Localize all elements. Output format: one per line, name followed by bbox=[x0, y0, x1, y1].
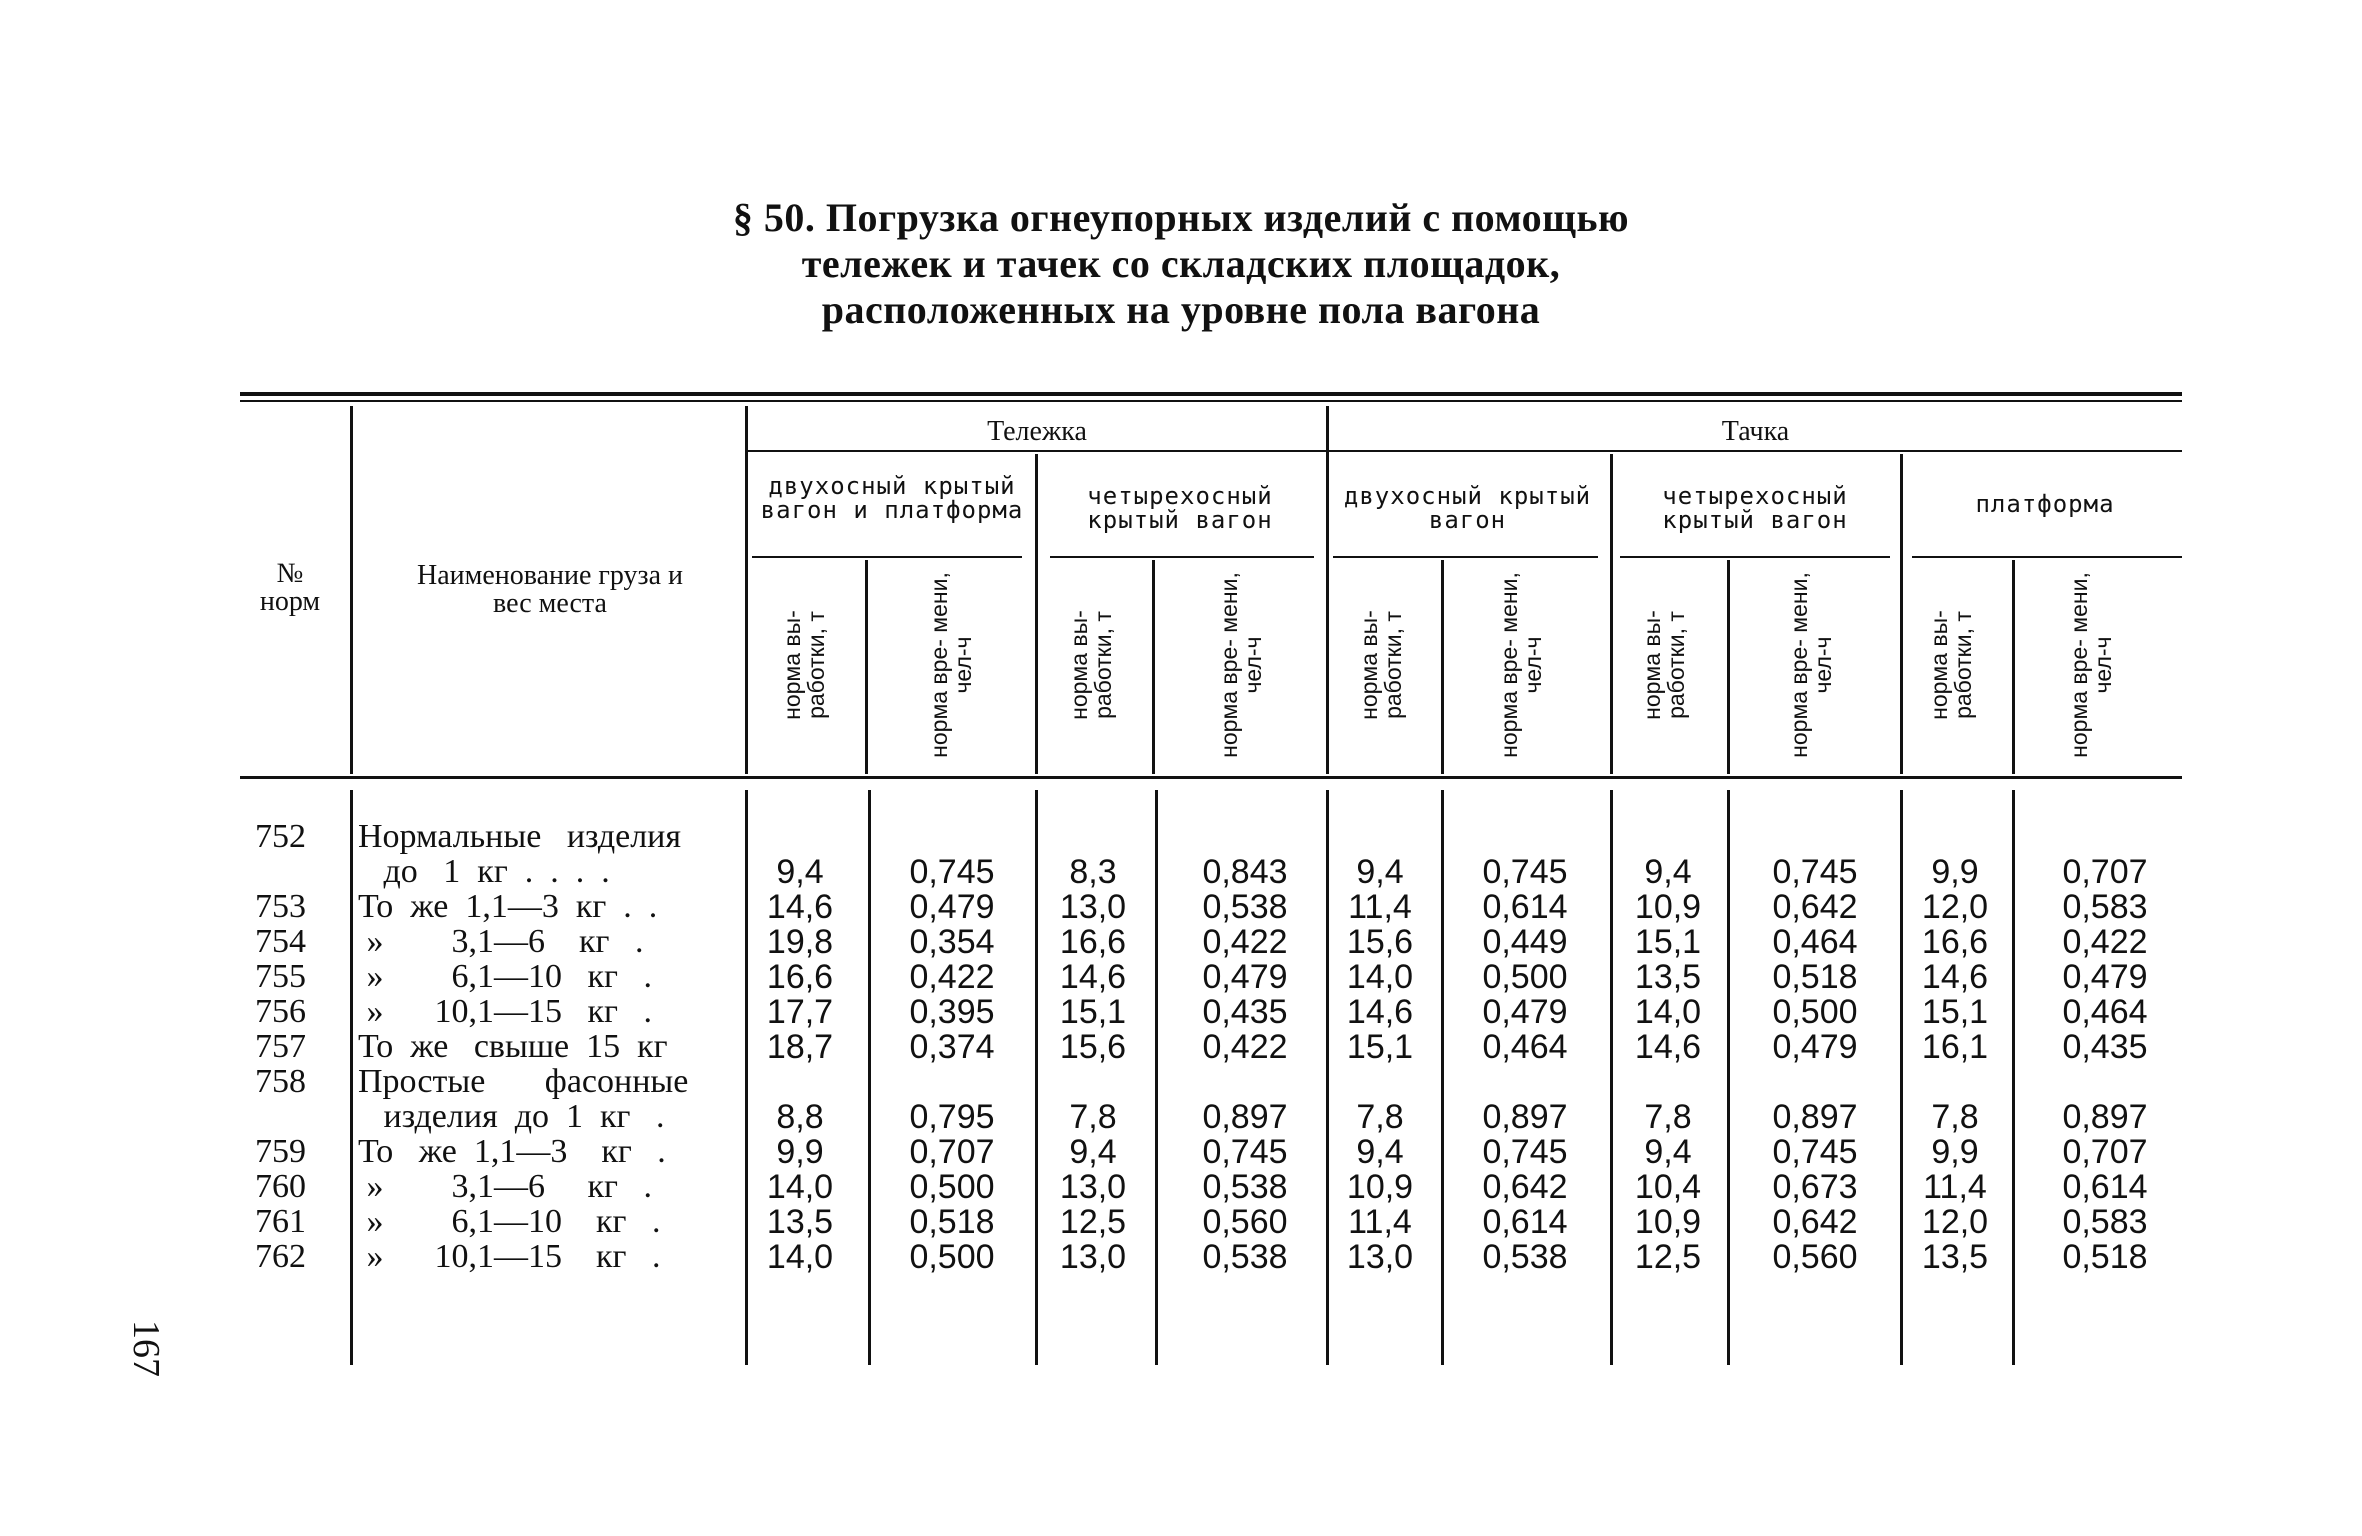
norm-output-value: 9,9 bbox=[1931, 853, 1979, 891]
norm-time-value: 0,538 bbox=[1202, 888, 1288, 926]
subheader-label: платформа bbox=[1975, 490, 2115, 518]
sub-rule bbox=[752, 556, 1022, 558]
norm-time-value: 0,435 bbox=[2062, 1028, 2148, 1066]
subheader-barrow-4axle bbox=[1615, 484, 1895, 532]
header-bottom-rule bbox=[240, 776, 2182, 779]
table-top-rule bbox=[240, 392, 2182, 396]
norm-output-value: 15,1 bbox=[1346, 1028, 1414, 1066]
norm-time-value: 0,745 bbox=[1202, 1133, 1288, 1171]
norm-time-value: 0,479 bbox=[909, 888, 995, 926]
norm-time-value: 0,500 bbox=[909, 1238, 995, 1276]
row-number: 762 bbox=[255, 1238, 306, 1275]
norm-output-value: 8,3 bbox=[1069, 853, 1117, 891]
header-divider bbox=[1441, 560, 1444, 774]
norm-time-value: 0,614 bbox=[2062, 1168, 2148, 1206]
norm-output-value: 11,4 bbox=[1348, 1203, 1412, 1241]
sub-rule bbox=[1333, 556, 1598, 558]
header-divider bbox=[2012, 560, 2015, 774]
norm-output-value: 13,0 bbox=[1346, 1238, 1414, 1276]
title-line-2: тележек и тачек со складских площадок, bbox=[801, 241, 1561, 286]
norm-time-value: 0,642 bbox=[1772, 888, 1858, 926]
norm-time-value: 0,843 bbox=[1202, 853, 1288, 891]
norm-output-value: 11,4 bbox=[1923, 1168, 1987, 1206]
norm-time-value: 0,464 bbox=[2062, 993, 2148, 1031]
body-divider bbox=[1155, 790, 1158, 1365]
row-name: » 10,1—15 кг . bbox=[358, 1238, 661, 1275]
norm-time-value: 0,614 bbox=[1482, 1203, 1568, 1241]
norm-output-header: норма вы- работки, т bbox=[1926, 610, 1976, 720]
header-divider bbox=[1610, 454, 1613, 774]
row-name: Простые фасонные bbox=[358, 1063, 689, 1100]
row-name: Нормальные изделия bbox=[358, 818, 682, 855]
norm-output-value: 13,0 bbox=[1059, 1168, 1127, 1206]
norm-output-value: 13,0 bbox=[1059, 1238, 1127, 1276]
group-rule-trolley bbox=[748, 450, 1326, 452]
norm-time-value: 0,745 bbox=[1772, 853, 1858, 891]
norm-output-value: 10,4 bbox=[1634, 1168, 1702, 1206]
row-number: 755 bbox=[255, 958, 306, 995]
norm-output-header: норма вы- работки, т bbox=[1639, 610, 1689, 720]
sub-rule bbox=[1620, 556, 1890, 558]
norm-output-value: 9,4 bbox=[1644, 853, 1692, 891]
norm-output-value: 12,5 bbox=[1634, 1238, 1702, 1276]
norm-output-value: 10,9 bbox=[1346, 1168, 1414, 1206]
norm-output-value: 15,1 bbox=[1921, 993, 1989, 1031]
row-name-continued: изделия до 1 кг . bbox=[358, 1098, 665, 1135]
norm-time-value: 0,422 bbox=[2062, 923, 2148, 961]
norm-time-value: 0,449 bbox=[1482, 923, 1568, 961]
header-divider bbox=[865, 560, 868, 774]
norm-time-header: норма вре- мени, чел-ч bbox=[926, 572, 976, 758]
norm-time-value: 0,538 bbox=[1202, 1238, 1288, 1276]
group-rule-barrow bbox=[1329, 450, 2182, 452]
norm-time-value: 0,673 bbox=[1772, 1168, 1858, 1206]
norm-time-header: норма вре- мени, чел-ч bbox=[1496, 572, 1546, 758]
norm-time-value: 0,422 bbox=[909, 958, 995, 996]
norm-output-value: 10,9 bbox=[1634, 1203, 1702, 1241]
norm-output-value: 12,0 bbox=[1921, 1203, 1989, 1241]
norm-output-value: 8,8 bbox=[776, 1098, 824, 1136]
norm-time-value: 0,422 bbox=[1202, 923, 1288, 961]
subheader-label: четырехосный крытый вагон bbox=[1087, 482, 1273, 534]
subheader-barrow-platform bbox=[1905, 492, 2185, 516]
norm-output-value: 19,8 bbox=[766, 923, 834, 961]
norm-time-value: 0,745 bbox=[909, 853, 995, 891]
row-number: 759 bbox=[255, 1133, 306, 1170]
body-divider bbox=[868, 790, 871, 1365]
norm-output-value: 14,6 bbox=[766, 888, 834, 926]
norm-output-value: 14,0 bbox=[766, 1238, 834, 1276]
norm-time-value: 0,395 bbox=[909, 993, 995, 1031]
norm-time-value: 0,479 bbox=[1482, 993, 1568, 1031]
norm-time-value: 0,745 bbox=[1772, 1133, 1858, 1171]
row-number: 757 bbox=[255, 1028, 306, 1065]
header-divider bbox=[1900, 454, 1903, 774]
column-name-label: Наименование груза и вес места bbox=[416, 560, 684, 619]
header-divider bbox=[350, 406, 353, 774]
group-label-trolley: Тележка bbox=[987, 416, 1087, 447]
norm-output-value: 14,6 bbox=[1059, 958, 1127, 996]
norm-output-header: норма вы- работки, т bbox=[1066, 610, 1116, 720]
norm-time-value: 0,642 bbox=[1482, 1168, 1568, 1206]
row-name: » 6,1—10 кг . bbox=[358, 958, 652, 995]
header-divider bbox=[1152, 560, 1155, 774]
row-number: 753 bbox=[255, 888, 306, 925]
norm-time-value: 0,374 bbox=[909, 1028, 995, 1066]
norm-time-value: 0,518 bbox=[2062, 1238, 2148, 1276]
subheader-label: четырехосный крытый вагон bbox=[1662, 482, 1848, 534]
sub-rule bbox=[1050, 556, 1314, 558]
row-name: То же свыше 15 кг bbox=[358, 1028, 668, 1065]
row-name: » 3,1—6 кг . bbox=[358, 1168, 652, 1205]
norm-output-value: 9,9 bbox=[1931, 1133, 1979, 1171]
norm-time-value: 0,897 bbox=[1772, 1098, 1858, 1136]
norm-output-value: 9,4 bbox=[1069, 1133, 1117, 1171]
norm-output-value: 13,5 bbox=[766, 1203, 834, 1241]
norm-output-header: норма вы- работки, т bbox=[1356, 610, 1406, 720]
norm-time-value: 0,500 bbox=[1482, 958, 1568, 996]
body-divider bbox=[1441, 790, 1444, 1365]
norm-output-value: 9,9 bbox=[776, 1133, 824, 1171]
norm-output-value: 15,6 bbox=[1346, 923, 1414, 961]
subheader-label: двухосный крытый вагон bbox=[1343, 482, 1592, 534]
norm-output-value: 15,6 bbox=[1059, 1028, 1127, 1066]
norm-output-value: 14,0 bbox=[766, 1168, 834, 1206]
row-number: 760 bbox=[255, 1168, 306, 1205]
row-number: 758 bbox=[255, 1063, 306, 1100]
norm-time-value: 0,500 bbox=[1772, 993, 1858, 1031]
norm-time-value: 0,518 bbox=[909, 1203, 995, 1241]
row-name: » 10,1—15 кг . bbox=[358, 993, 652, 1030]
norm-time-value: 0,707 bbox=[2062, 853, 2148, 891]
norm-time-header: норма вре- мени, чел-ч bbox=[2066, 572, 2116, 758]
norm-output-value: 9,4 bbox=[1644, 1133, 1692, 1171]
norm-time-value: 0,583 bbox=[2062, 1203, 2148, 1241]
norm-time-value: 0,479 bbox=[1772, 1028, 1858, 1066]
body-divider bbox=[350, 790, 353, 1365]
norm-time-value: 0,614 bbox=[1482, 888, 1568, 926]
header-divider bbox=[1326, 406, 1329, 774]
group-header-barrow bbox=[1329, 418, 2182, 446]
row-name: То же 1,1—3 кг . bbox=[358, 1133, 666, 1170]
norm-output-value: 12,0 bbox=[1921, 888, 1989, 926]
norm-output-value: 14,0 bbox=[1346, 958, 1414, 996]
norm-time-value: 0,354 bbox=[909, 923, 995, 961]
title-line-3: расположенных на уровне пола вагона bbox=[821, 287, 1541, 332]
norm-output-value: 13,0 bbox=[1059, 888, 1127, 926]
norm-output-value: 14,0 bbox=[1634, 993, 1702, 1031]
row-name: » 6,1—10 кг . bbox=[358, 1203, 661, 1240]
norm-time-value: 0,707 bbox=[909, 1133, 995, 1171]
norm-time-value: 0,518 bbox=[1772, 958, 1858, 996]
norm-time-value: 0,642 bbox=[1772, 1203, 1858, 1241]
row-number: 756 bbox=[255, 993, 306, 1030]
norm-output-value: 9,4 bbox=[1356, 1133, 1404, 1171]
norm-output-value: 7,8 bbox=[1356, 1098, 1404, 1136]
norm-time-value: 0,707 bbox=[2062, 1133, 2148, 1171]
norm-time-value: 0,464 bbox=[1482, 1028, 1568, 1066]
sub-rule bbox=[1912, 556, 2182, 558]
section-title bbox=[0, 195, 2362, 333]
norm-time-value: 0,422 bbox=[1202, 1028, 1288, 1066]
group-label-barrow: Тачка bbox=[1721, 416, 1790, 447]
row-name: » 3,1—6 кг . bbox=[358, 923, 644, 960]
norm-time-header: норма вре- мени, чел-ч bbox=[1216, 572, 1266, 758]
norm-output-value: 12,5 bbox=[1059, 1203, 1127, 1241]
subheader-trolley-4axle bbox=[1045, 484, 1315, 532]
norm-output-value: 14,6 bbox=[1346, 993, 1414, 1031]
norm-time-value: 0,583 bbox=[2062, 888, 2148, 926]
norm-output-value: 15,1 bbox=[1059, 993, 1127, 1031]
norm-output-value: 16,6 bbox=[1921, 923, 1989, 961]
norm-time-value: 0,479 bbox=[1202, 958, 1288, 996]
column-name-header bbox=[400, 562, 700, 618]
row-number: 754 bbox=[255, 923, 306, 960]
norm-time-value: 0,897 bbox=[1202, 1098, 1288, 1136]
norm-time-value: 0,479 bbox=[2062, 958, 2148, 996]
norm-output-header: норма вы- работки, т bbox=[779, 610, 829, 720]
norm-output-value: 18,7 bbox=[766, 1028, 834, 1066]
norm-output-value: 10,9 bbox=[1634, 888, 1702, 926]
norm-output-value: 16,1 bbox=[1921, 1028, 1989, 1066]
title-line-1: § 50. Погрузка огнеупорных изделий с помощью bbox=[732, 195, 1630, 240]
norm-output-value: 7,8 bbox=[1644, 1098, 1692, 1136]
norm-time-value: 0,897 bbox=[2062, 1098, 2148, 1136]
norm-output-value: 13,5 bbox=[1634, 958, 1702, 996]
norm-output-value: 13,5 bbox=[1921, 1238, 1989, 1276]
norm-time-value: 0,745 bbox=[1482, 1133, 1568, 1171]
norm-time-value: 0,795 bbox=[909, 1098, 995, 1136]
row-name: То же 1,1—3 кг . . bbox=[358, 888, 658, 925]
subheader-label: двухосный крытый вагон и платформа bbox=[760, 472, 1024, 524]
norm-time-value: 0,745 bbox=[1482, 853, 1568, 891]
row-number: 761 bbox=[255, 1203, 306, 1240]
header-divider bbox=[745, 406, 748, 774]
norm-time-value: 0,500 bbox=[909, 1168, 995, 1206]
row-name-continued: до 1 кг . . . . bbox=[358, 853, 610, 890]
table-top-rule-2 bbox=[240, 400, 2182, 402]
norm-output-value: 7,8 bbox=[1931, 1098, 1979, 1136]
norm-time-value: 0,464 bbox=[1772, 923, 1858, 961]
norm-time-value: 0,560 bbox=[1202, 1203, 1288, 1241]
subheader-trolley-2axle bbox=[752, 474, 1032, 522]
norm-output-value: 15,1 bbox=[1634, 923, 1702, 961]
norm-output-value: 16,6 bbox=[1059, 923, 1127, 961]
subheader-barrow-2axle bbox=[1330, 484, 1605, 532]
norm-time-value: 0,560 bbox=[1772, 1238, 1858, 1276]
norm-output-value: 14,6 bbox=[1921, 958, 1989, 996]
norm-output-value: 14,6 bbox=[1634, 1028, 1702, 1066]
page-number: 167 bbox=[125, 1320, 167, 1377]
column-no-label: № норм bbox=[259, 558, 321, 617]
row-number: 752 bbox=[255, 818, 306, 855]
column-no-header bbox=[240, 560, 340, 616]
norm-time-value: 0,435 bbox=[1202, 993, 1288, 1031]
norm-output-value: 9,4 bbox=[1356, 853, 1404, 891]
header-divider bbox=[1727, 560, 1730, 774]
norm-output-value: 17,7 bbox=[766, 993, 834, 1031]
norm-time-value: 0,538 bbox=[1482, 1238, 1568, 1276]
group-header-trolley bbox=[748, 418, 1326, 446]
norm-time-header: норма вре- мени, чел-ч bbox=[1786, 572, 1836, 758]
norm-output-value: 9,4 bbox=[776, 853, 824, 891]
norm-time-value: 0,538 bbox=[1202, 1168, 1288, 1206]
header-divider bbox=[1035, 454, 1038, 774]
norm-output-value: 7,8 bbox=[1069, 1098, 1117, 1136]
norm-time-value: 0,897 bbox=[1482, 1098, 1568, 1136]
norm-output-value: 11,4 bbox=[1348, 888, 1412, 926]
norm-output-value: 16,6 bbox=[766, 958, 834, 996]
